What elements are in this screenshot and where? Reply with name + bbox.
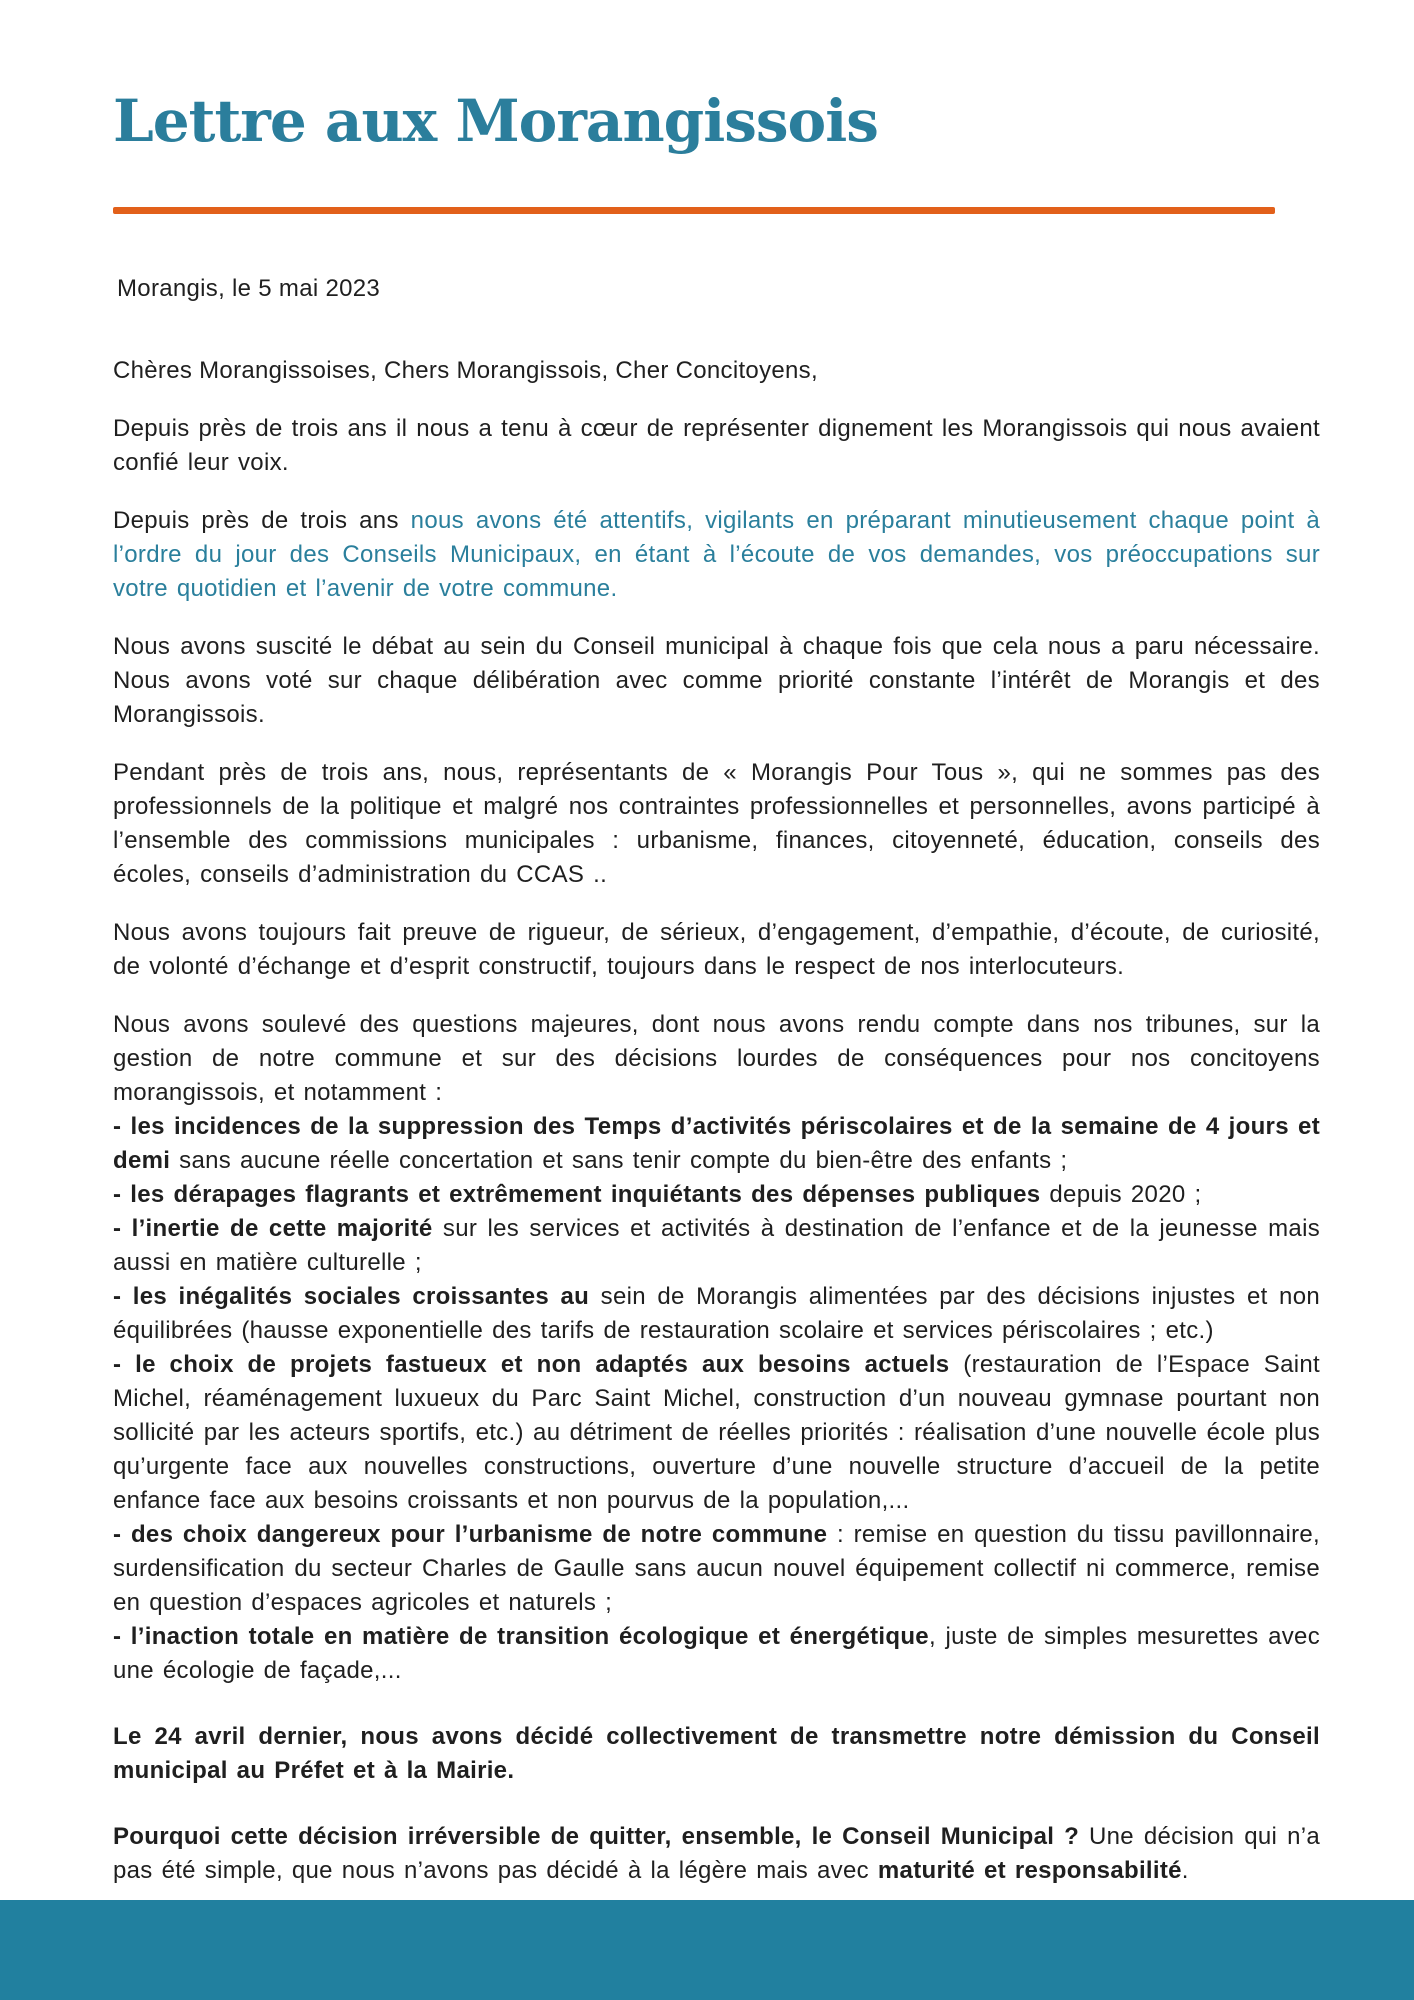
text-segment: Pendant près de trois ans, nous, représentants de « Morangis Pour Tous », qui ne sommes pas des professionnels de la politique et malgré nos contraintes professionnelles et personnelles, avons participé à l’ensemble des commissions municipales : urbanisme, finances, citoyenneté, éducation, conseils des écoles, conseils d’administration du CCAS .. — [113, 758, 1320, 888]
date-line: Morangis, le 5 mai 2023 — [117, 274, 381, 302]
text-segment: - les incidences de la suppression des Temps d’activités périscolaires et de la semaine de 4 jours et demi — [113, 1112, 1320, 1174]
text-segment: sur les services et activités à destination de l’enfance et de la jeunesse mais aussi en matière culturelle ; — [113, 1214, 1321, 1276]
text-segment: - les dérapages flagrants et extrêmement inquiétants des dépenses publiques — [113, 1180, 1041, 1208]
letter-body — [113, 412, 1320, 984]
issue-item — [113, 1620, 1320, 1688]
letter-closing — [113, 1720, 1320, 1888]
issue-item — [113, 1178, 1320, 1212]
paragraph — [113, 630, 1320, 732]
text-segment: Une décision qui n’a pas été simple, que nous n’avons pas décidé à la légère mais avec — [113, 1822, 1320, 1884]
text-segment: Nous avons toujours fait preuve de rigueur, de sérieux, d’engagement, d’empathie, d’écoute, de curiosité, de volonté d’échange et d’esprit constructif, toujours dans le respect de nos interlocuteurs. — [113, 918, 1320, 980]
issue-item — [113, 1110, 1320, 1178]
paragraph — [113, 916, 1320, 984]
issue-item — [113, 1518, 1320, 1620]
footer-band — [0, 1900, 1414, 2000]
text-segment: depuis 2020 ; — [1040, 1180, 1202, 1208]
text-segment: : remise en question du tissu pavillonnaire, surdensification du secteur Charles de Gaulle sans aucun nouvel équipement collectif ni commerce, remise en question d’espaces agricoles et naturels ; — [113, 1520, 1320, 1616]
issue-item — [113, 1348, 1320, 1518]
text-segment: maturité et responsabilité — [877, 1856, 1182, 1884]
text-segment: Le 24 avril dernier, nous avons décidé collectivement de transmettre notre démission du Conseil municipal au Préfet et à la Mairie. — [113, 1722, 1320, 1784]
closing-paragraph — [113, 1820, 1320, 1888]
issues-list — [113, 1008, 1320, 1688]
text-segment: - l’inaction totale en matière de transition écologique et énergétique — [113, 1622, 929, 1650]
text-segment: Pourquoi cette décision irréversible de quitter, ensemble, le Conseil Municipal ? — [113, 1822, 1089, 1850]
paragraph — [113, 504, 1320, 606]
text-segment: , juste de simples mesurettes avec une écologie de façade,... — [113, 1622, 1321, 1684]
text-segment: Depuis près de trois ans il nous a tenu à cœur de représenter dignement les Morangissois qui nous avaient confié leur voix. — [113, 414, 1320, 476]
text-segment: - des choix dangereux pour l’urbanisme de notre commune — [113, 1520, 828, 1548]
text-segment: Nous avons suscité le débat au sein du Conseil municipal à chaque fois que cela nous a paru nécessaire. Nous avons voté sur chaque délibération avec comme priorité constante l’intérêt de Morangis et des Morangissois. — [113, 632, 1320, 728]
text-segment: . — [1181, 1856, 1189, 1884]
paragraph — [113, 412, 1320, 480]
text-segment: Depuis près de trois ans — [113, 506, 411, 534]
text-segment: sein de Morangis alimentées par des décisions injustes et non équilibrées (hausse exponentielle des tarifs de restauration scolaire et services périscolaires ; etc.) — [113, 1282, 1320, 1344]
title-underline-rule — [113, 207, 1275, 214]
text-segment: - l’inertie de cette majorité — [113, 1214, 433, 1242]
issues-intro — [113, 1008, 1320, 1110]
text-segment: nous avons été attentifs, vigilants en préparant minutieusement chaque point à l’ordre du jour des Conseils Municipaux, en étant à l’écoute de vos demandes, vos préoccupations sur votre quotidien et l’avenir de votre commune. — [113, 506, 1320, 602]
closing-paragraph — [113, 1720, 1320, 1788]
salutation: Chères Morangissoises, Chers Morangissois, Cher Concitoyens, — [113, 356, 818, 384]
text-segment: - le choix de projets fastueux et non adaptés aux besoins actuels — [113, 1350, 950, 1378]
paragraph — [113, 756, 1320, 892]
issue-item — [113, 1212, 1320, 1280]
text-segment: sans aucune réelle concertation et sans tenir compte du bien-être des enfants ; — [170, 1146, 1068, 1174]
text-segment: (restauration de l’Espace Saint Michel, réaménagement luxueux du Parc Saint Michel, construction d’un nouveau gymnase pourtant non sollicité par les acteurs sportifs, etc.) au détriment de réelles priorités : réalisation d’une nouvelle école plus qu’urgente face aux nouvelles constructions, ouverture d’une nouvelle structure d’accueil de la petite enfance face aux besoins croissants et non pourvus de la population,... — [113, 1350, 1320, 1514]
page-title: Lettre aux Morangissois — [113, 87, 878, 155]
text-segment: Nous avons soulevé des questions majeures, dont nous avons rendu compte dans nos tribunes, sur la gestion de notre commune et sur des décisions lourdes de conséquences pour nos concitoyens morangissois, et notamment : — [113, 1010, 1320, 1106]
issue-item — [113, 1280, 1320, 1348]
text-segment: - les inégalités sociales croissantes au — [113, 1282, 590, 1310]
